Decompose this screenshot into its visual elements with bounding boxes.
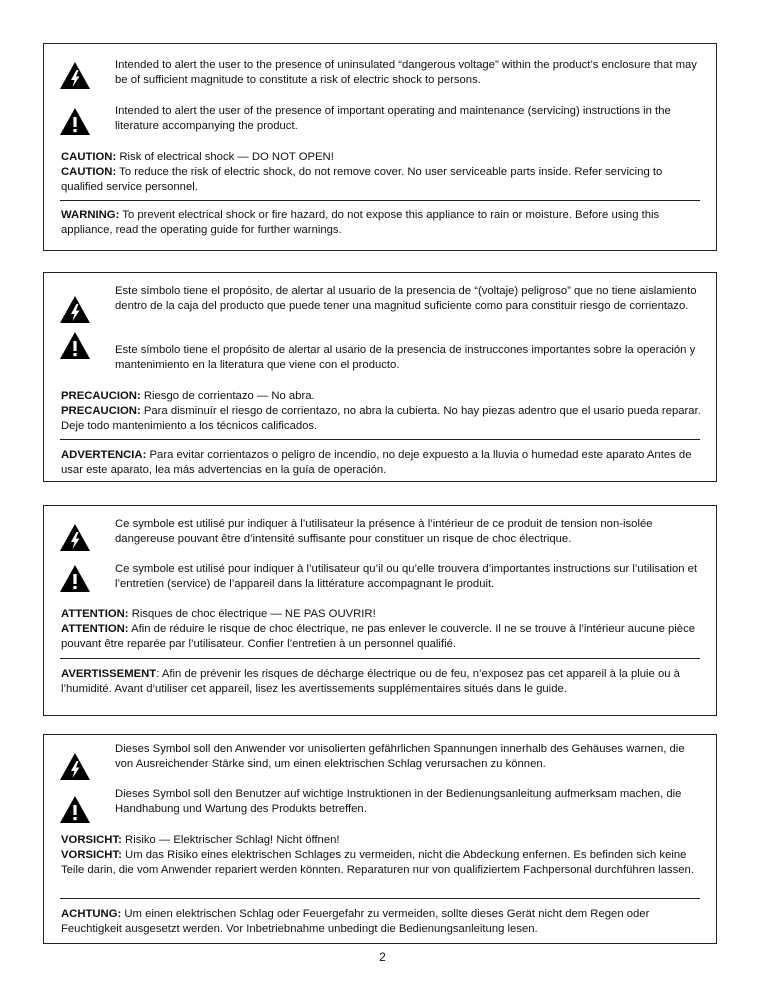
caution-text: To reduce the risk of electric shock, do not remove cover. No user serviceable parts inside. Refer servicing to qualified service personnel. xyxy=(61,166,663,193)
voltage-symbol-text: Ce symbole est utilisé pur indiquer à l’utilisateur la présence à l’intérieur de ce produit de tension non-isolée dangereuse pouvant être d’intensité suffisante pour constituer un risque de choc électrique. xyxy=(115,518,653,545)
page-number: 2 xyxy=(379,950,386,964)
exclamation-warning-icon xyxy=(60,108,90,135)
caution-text: Para disminuír el riesgo de corrientazo, no abra la cubierta. No hay piezas adentro que el usario pueda reparar. Deje todo mantenimiento a los técnicos calificados. xyxy=(61,405,701,432)
instruction-symbol-text: Intended to alert the user of the presence of important operating and maintenance (servicing) instructions in the literature accompanying the product. xyxy=(115,105,671,132)
caution-text: Risk of electrical shock — DO NOT OPEN! xyxy=(116,151,334,163)
caution-label: CAUTION: xyxy=(61,151,117,163)
divider xyxy=(60,439,700,440)
caution-block xyxy=(61,607,704,652)
caution-label: CAUTION: xyxy=(61,166,117,178)
caution-line-1 xyxy=(61,833,704,848)
caution-line-2 xyxy=(61,165,704,195)
exclamation-warning-icon xyxy=(60,565,90,592)
caution-line-2 xyxy=(61,622,704,652)
lightning-bolt-warning-icon xyxy=(60,62,90,89)
caution-block xyxy=(61,150,704,195)
caution-text: Risiko — Elektrischer Schlag! Nicht öffnen! xyxy=(121,834,340,846)
instruction-symbol-row xyxy=(44,787,716,819)
caution-line-2 xyxy=(61,404,704,434)
caution-label: PRECAUCION: xyxy=(61,405,141,417)
warning-block xyxy=(61,448,704,478)
divider xyxy=(60,658,700,659)
caution-label: PRECAUCION: xyxy=(61,390,141,402)
caution-text: Um das Risiko eines elektrischen Schlages zu vermeiden, nicht die Abdeckung enfernen. Es befinden sich keine Teile darin, die vom Anwender repariert werden könnten. Reparaturen nur von qualifiziertem Fachpersonal durchführen lassen. xyxy=(61,849,694,876)
caution-line-1 xyxy=(61,389,704,404)
instruction-symbol-text: Dieses Symbol soll den Benutzer auf wichtige Instruktionen in der Bedienungsanleitung aufmerksam machen, die Handhabung und Wartung des Produkts betreffen. xyxy=(115,788,682,815)
lightning-bolt-warning-icon xyxy=(60,296,90,323)
warning-box-english xyxy=(43,43,717,251)
instruction-symbol-text: Este símbolo tiene el propósito de alertar al usario de la presencia de instruccones importantes sobre la operación y mantenimiento en la literatura que viene con el producto. xyxy=(115,344,696,371)
caution-line-2 xyxy=(61,848,704,878)
voltage-symbol-row xyxy=(44,517,716,549)
warning-label: AVERTISSEMENT xyxy=(61,668,157,680)
caution-label: ATTENTION: xyxy=(61,608,129,620)
warning-text: : Afin de prévenir les risques de décharge électrique ou de feu, n’exposez pas cet appareil à la pluie ou à l’humidité. Avant d’utiliser cet appareil, lisez les avertissements supplémentaires situés dans le guide. xyxy=(61,668,680,695)
warning-label: WARNING: xyxy=(61,209,120,221)
voltage-symbol-row xyxy=(44,284,716,330)
exclamation-warning-icon xyxy=(60,332,90,359)
instruction-symbol-row xyxy=(44,104,716,136)
warning-label: ACHTUNG: xyxy=(61,908,122,920)
warning-box-spanish xyxy=(43,272,717,482)
warning-text: Para evitar corrientazos o peligro de incendio, no deje expuesto a la lluvia o humedad este aparato Antes de usar este aparato, lea más advertencias en la guía de operación. xyxy=(61,449,692,476)
warning-block xyxy=(61,208,704,238)
exclamation-warning-icon xyxy=(60,796,90,823)
caution-label: ATTENTION: xyxy=(61,623,129,635)
instruction-symbol-row xyxy=(44,562,716,594)
caution-line-1 xyxy=(61,150,704,165)
lightning-bolt-warning-icon xyxy=(60,524,90,551)
warning-block xyxy=(61,907,704,937)
voltage-symbol-text: Intended to alert the user to the presence of uninsulated “dangerous voltage” within the product’s enclosure that may be of sufficient magnitude to constitute a risk of electric shock to persons. xyxy=(115,59,697,86)
caution-label: VORSICHT: xyxy=(61,849,122,861)
warning-label: ADVERTENCIA: xyxy=(61,449,147,461)
voltage-symbol-row xyxy=(44,742,716,774)
warning-text: Um einen elektrischen Schlag oder Feuergefahr zu vermeiden, sollte dieses Gerät nicht dem Regen oder Feuchtigkeit ausgesetzt werden. Vor Inbetriebnahme unbedingt die Bedienungsanleitung lesen. xyxy=(61,908,650,935)
warning-text: To prevent electrical shock or fire hazard, do not expose this appliance to rain or moisture. Before using this appliance, read the operating guide for further warnings. xyxy=(61,209,660,236)
warning-block xyxy=(61,667,704,697)
divider xyxy=(60,200,700,201)
caution-block xyxy=(61,833,704,878)
voltage-symbol-row xyxy=(44,58,716,90)
caution-text: Risques de choc électrique — NE PAS OUVRIR! xyxy=(128,608,376,620)
warning-box-french xyxy=(43,505,717,716)
caution-label: VORSICHT: xyxy=(61,834,122,846)
lightning-bolt-warning-icon xyxy=(60,753,90,780)
warning-box-german xyxy=(43,734,717,944)
instruction-symbol-text: Ce symbole est utilisé pour indiquer à l’utilisateur qu’il ou qu’elle trouvera d’importantes instructions sur l’utilisation et l’entretien (service) de l’appareil dans la littérature accompagnant le produit. xyxy=(115,563,698,590)
caution-block xyxy=(61,389,704,434)
voltage-symbol-text: Este símbolo tiene el propósito, de alertar al usuario de la presencia de “(voltaje) peligroso” que no tiene aislamiento dentro de la caja del producto que puede tener una magnitud suficiente como para constituir riesgo de corrientazo. xyxy=(115,285,697,312)
caution-line-1 xyxy=(61,607,704,622)
caution-text: Afin de réduire le risque de choc électrique, ne pas enlever le couvercle. Il ne se trouve à l’intérieur aucune pièce pouvant être reparée par l’utilisateur. Confier l’entretien à un personnel qualifié. xyxy=(61,623,695,650)
voltage-symbol-text: Dieses Symbol soll den Anwender vor unisolierten gefährlichen Spannungen innerhalb des Gehäuses warnen, die von Ausreichender Stärke sind, um einen elektrischen Schlag verursachen zu können. xyxy=(115,743,685,770)
divider xyxy=(60,898,700,899)
caution-text: Riesgo de corrientazo — No abra. xyxy=(140,390,315,402)
instruction-symbol-row xyxy=(44,343,716,375)
